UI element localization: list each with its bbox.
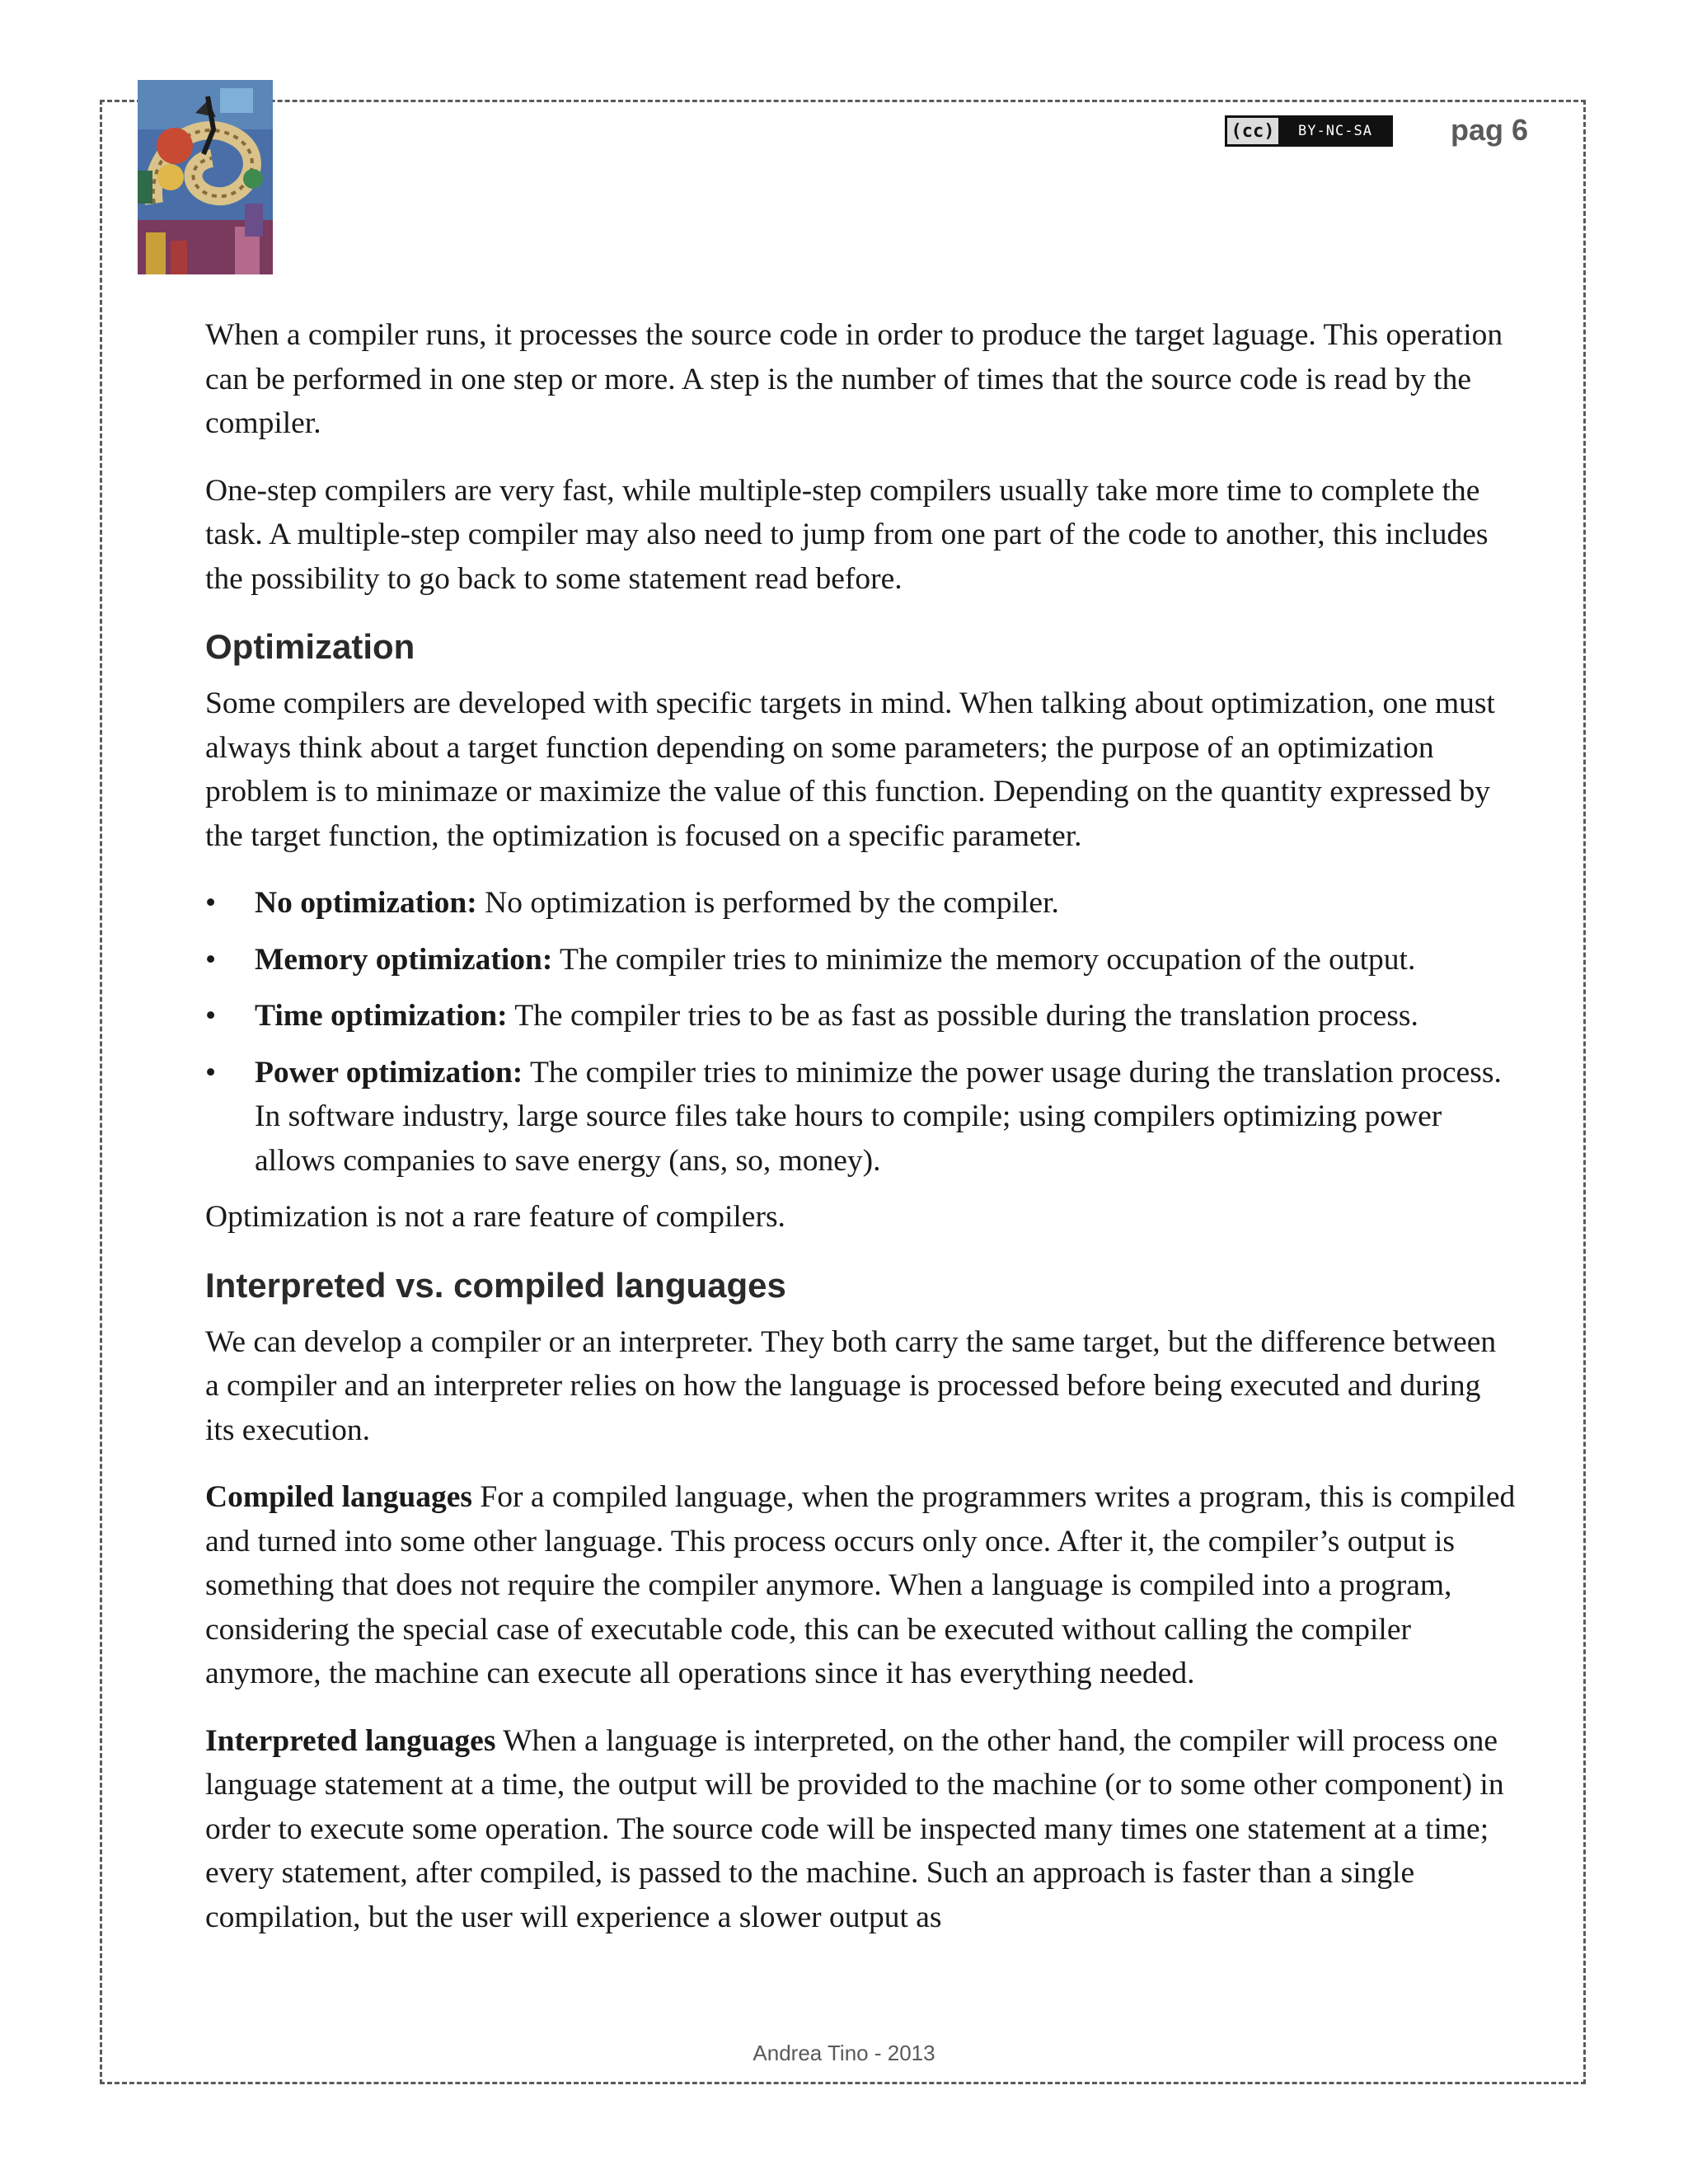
interpreted-languages-text: When a language is interpreted, on the other hand, the compiler will process one language statement at a time, the output will be provided to the machine (or to some other component) in order to execute some operation. The source code will be inspected many times one statement at a time; every statement, after compiled, is passed to the machine. Such an approach is faster than a single compilation, but the user will experience a slower output as xyxy=(205,1723,1504,1934)
list-item-term: Time optimization: xyxy=(255,999,508,1033)
cover-artwork-image xyxy=(138,80,273,274)
interpreted-languages-paragraph xyxy=(205,1719,1516,1940)
optimization-list xyxy=(205,881,1516,1183)
intro-paragraph-1: When a compiler runs, it processes the source code in order to produce the target laguage. This operation can be performed in one step or more. A step is the number of times that the source code is read by the compiler. xyxy=(205,318,1503,440)
optimization-closing: Optimization is not a rare feature of compilers. xyxy=(205,1200,785,1234)
intro-paragraph-2: One-step compilers are very fast, while multiple-step compilers usually take more time to complete the task. A multiple-step compiler may also need to jump from one part of the code to another, this includes the possibility to go back to some statement read before. xyxy=(205,473,1489,596)
bullet-icon: • xyxy=(205,1055,217,1090)
optimization-heading: Optimization xyxy=(205,627,415,666)
compiled-languages-term: Compiled languages xyxy=(205,1480,473,1514)
interpreted-heading: Interpreted vs. compiled languages xyxy=(205,1265,786,1305)
list-item-text: The compiler tries to minimize the memory occupation of the output. xyxy=(552,942,1416,977)
list-item-term: Power optimization: xyxy=(255,1055,523,1090)
interpreted-paragraph: We can develop a compiler or an interpreter. They both carry the same target, but the difference between a compiler and an interpreter relies on how the language is processed before being executed and during its execution. xyxy=(205,1324,1497,1447)
cc-license-badge[interactable] xyxy=(1225,115,1393,147)
bullet-icon: • xyxy=(205,999,217,1033)
list-item-text: No optimization is performed by the compiler. xyxy=(476,886,1059,920)
list-item-no-optimization xyxy=(205,881,1516,926)
optimization-paragraph: Some compilers are developed with specific targets in mind. When talking about optimization, one must always think about a target function depending on some parameters; the purpose of an optimization problem is to minimaze or maximize the value of this function. Depending on the quantity expressed by the target function, the optimization is focused on a specific parameter. xyxy=(205,687,1495,853)
list-item-term: Memory optimization: xyxy=(255,942,553,977)
page-number: pag 6 xyxy=(1451,113,1529,147)
main-content xyxy=(205,313,1516,1962)
list-item-power-optimization xyxy=(205,1051,1516,1183)
bullet-icon: • xyxy=(205,886,217,920)
list-item-text: The compiler tries to minimize the power usage during the translation process. In software industry, large source files take hours to compile; using compilers optimizing power allows companies to save energy (ans, so, money). xyxy=(255,1055,1502,1178)
compiled-languages-text: For a compiled language, when the programmers writes a program, this is compiled and turned into some other language. This process occurs only once. After it, the compiler’s output is something that does not require the compiler anymore. When a language is compiled into a program, considering the special case of executable code, this can be executed without calling the compiler anymore, the machine can execute all operations since it has everything needed. xyxy=(205,1480,1516,1690)
bullet-icon: • xyxy=(205,942,217,977)
interpreted-languages-term: Interpreted languages xyxy=(205,1723,496,1758)
list-item-memory-optimization xyxy=(205,938,1516,982)
cc-icon: (cc) xyxy=(1227,118,1280,144)
list-item-time-optimization xyxy=(205,994,1516,1038)
license-terms: BY-NC-SA xyxy=(1280,118,1390,144)
list-item-text: The compiler tries to be as fast as possible during the translation process. xyxy=(507,999,1418,1033)
compiled-languages-paragraph xyxy=(205,1475,1516,1696)
list-item-term: No optimization: xyxy=(255,886,477,920)
footer-author: Andrea Tino - 2013 xyxy=(753,2041,935,2065)
